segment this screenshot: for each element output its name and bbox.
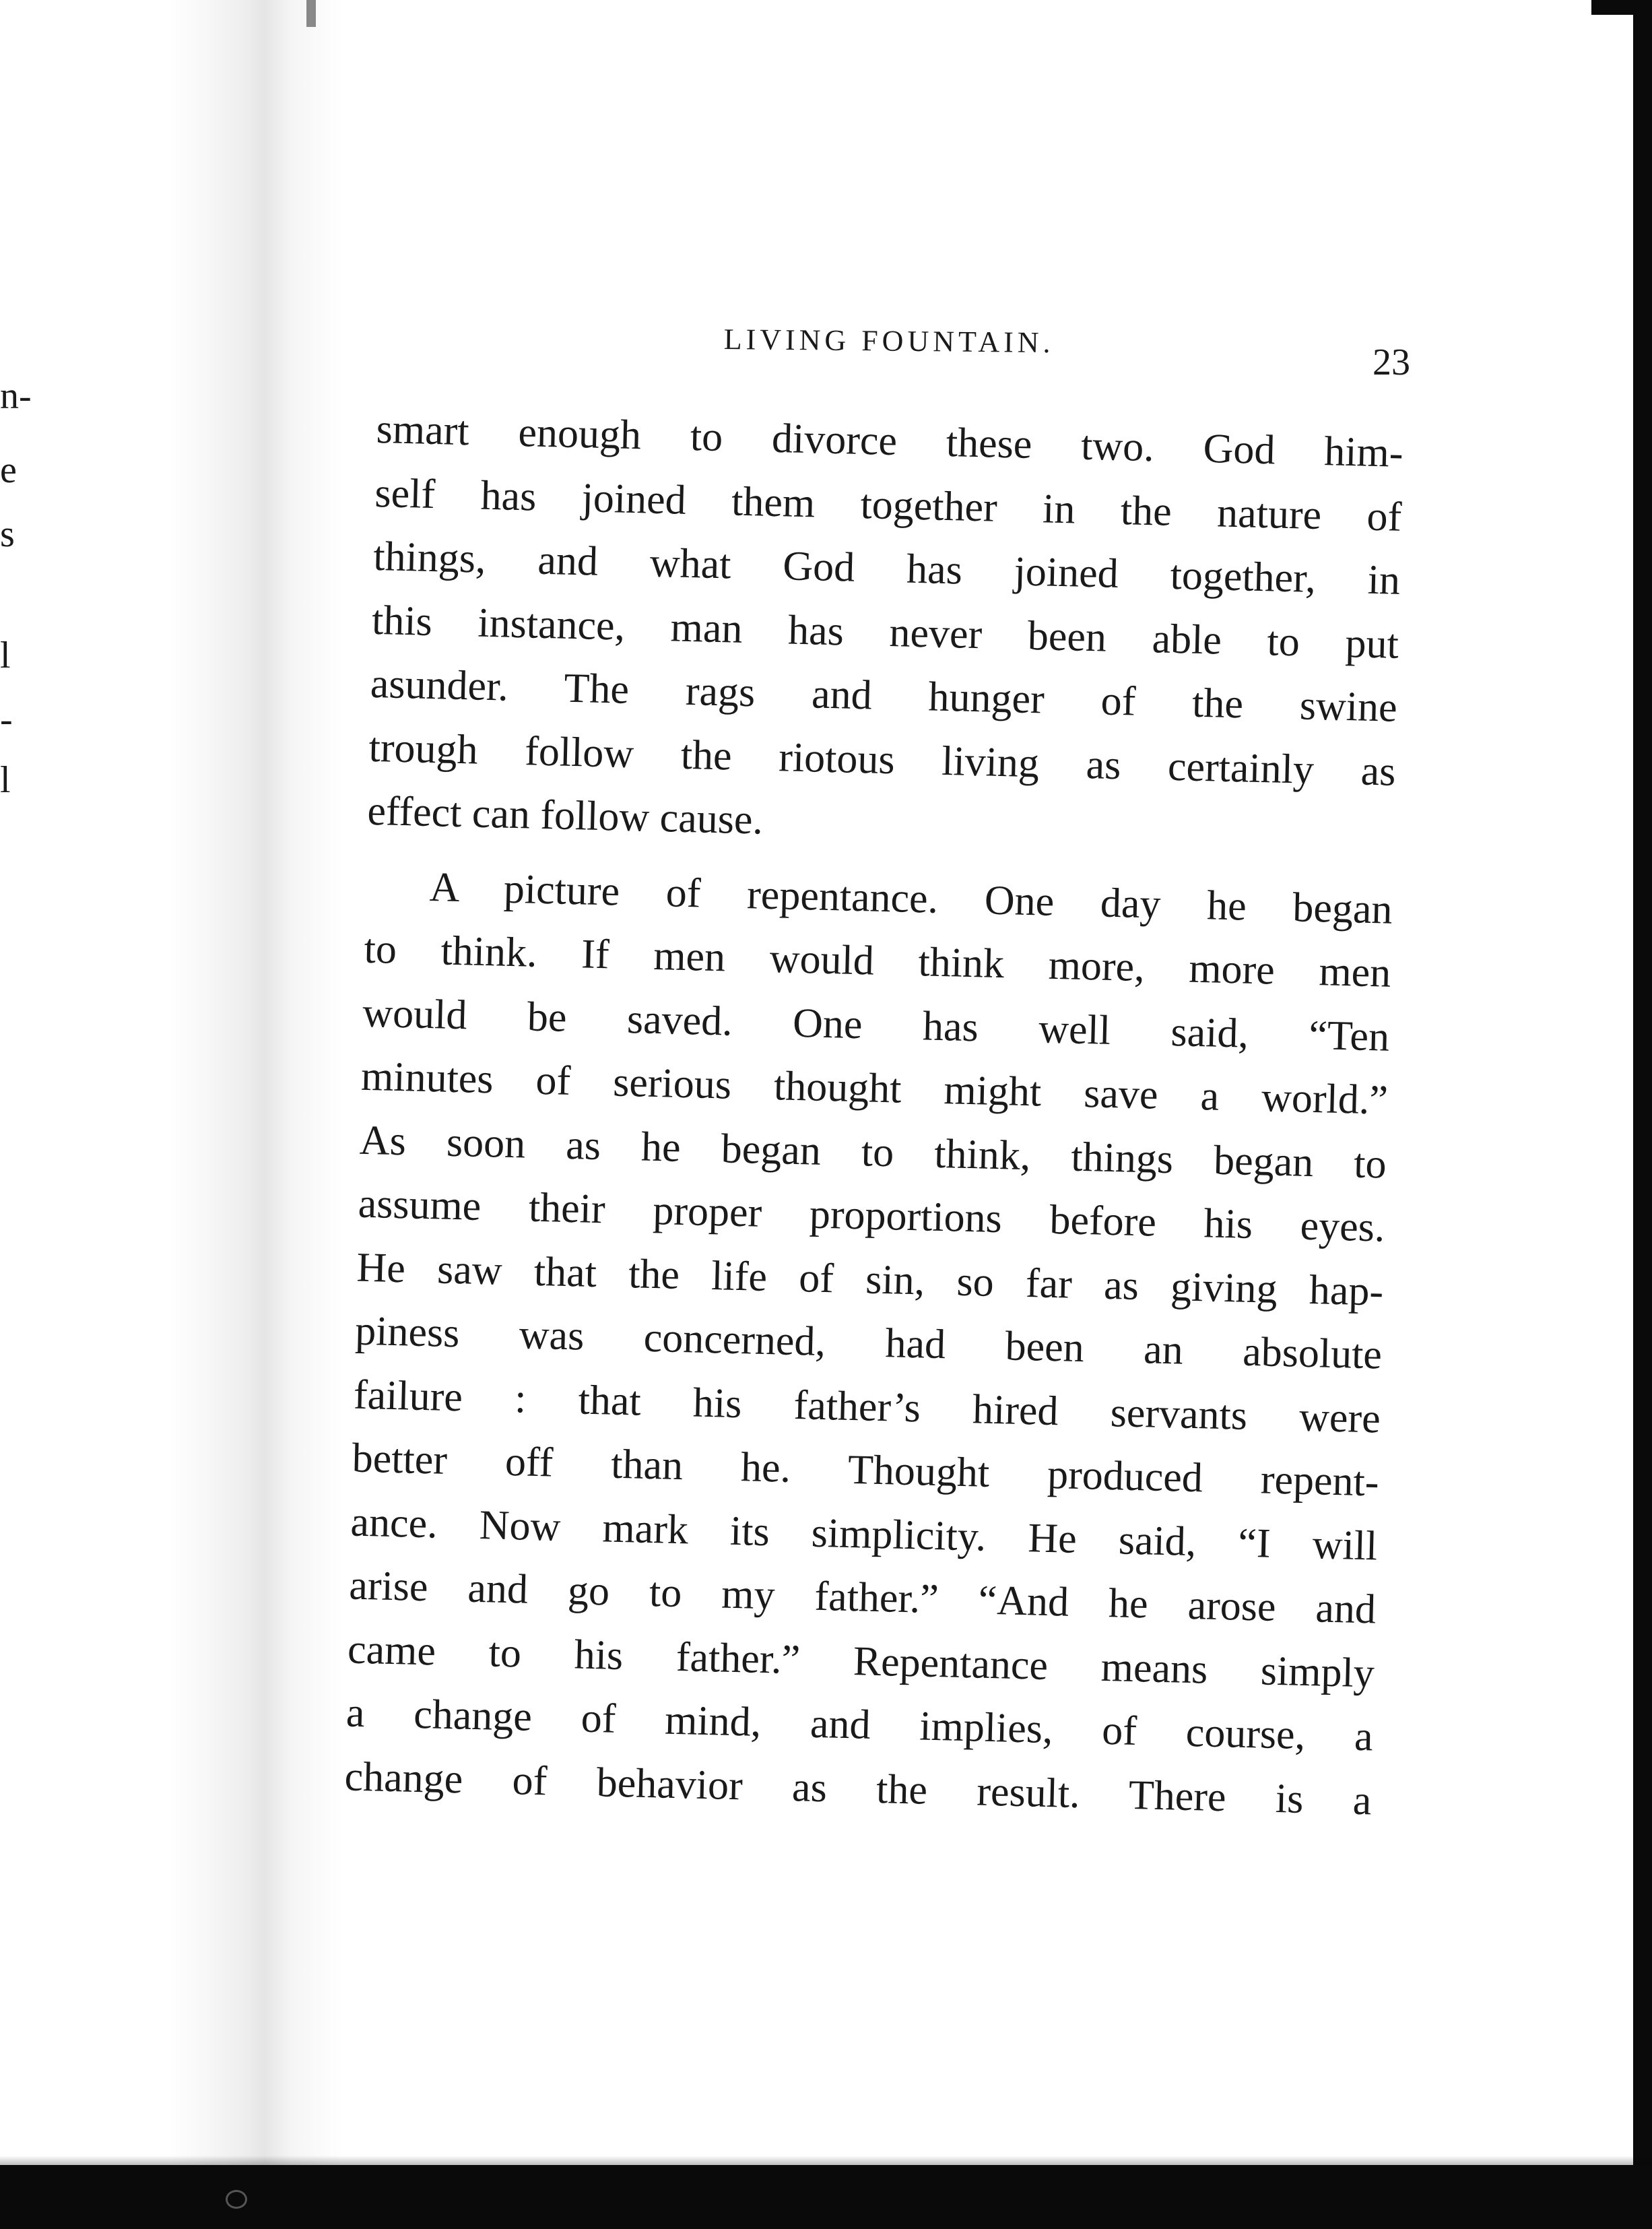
text-line: better off than he. Thought produced repent-	[352, 1435, 1380, 1506]
facing-fragment: n-	[0, 375, 32, 417]
binding-gutter-shadow	[168, 0, 343, 2229]
text-line: failure : that his father’s hired servants were	[353, 1371, 1381, 1442]
text-line: would be saved. One has well said, “Ten	[362, 990, 1390, 1060]
text-line: trough follow the riotous living as certainly as	[368, 724, 1397, 795]
scan-edge-right	[1633, 0, 1652, 2229]
binding-mark	[306, 0, 316, 27]
text-line: He saw that the life of sin, so far as giving hap-	[356, 1244, 1384, 1315]
text-line: a change of mind, and implies, of course, a	[345, 1689, 1374, 1760]
paragraph	[344, 853, 1393, 1832]
text-line: arise and go to my father.” “And he arose and	[348, 1562, 1377, 1633]
scan-blemish	[226, 2190, 247, 2209]
text-line: change of behavior as the result. There is a	[343, 1753, 1373, 1823]
text-line: assume their proper proportions before his eyes.	[357, 1180, 1386, 1251]
body-text	[344, 397, 1404, 1832]
text-line: ance. Now mark its simplicity. He said, “I will	[350, 1499, 1379, 1569]
facing-fragment: l	[0, 635, 11, 676]
facing-fragment: l	[0, 759, 11, 801]
scan-edge-bottom	[0, 2165, 1652, 2229]
text-line: this instance, man has never been able to put	[371, 597, 1399, 668]
text-line: smart enough to divorce these two. God him-	[376, 406, 1404, 476]
scan-edge-shadow	[0, 2156, 1652, 2165]
running-head: LIVING FOUNTAIN.	[723, 322, 1055, 360]
text-line: A picture of repentance. One day he began	[429, 864, 1393, 933]
text-line: minutes of serious thought might save a world.”	[360, 1053, 1389, 1124]
text-line: As soon as he began to think, things began to	[359, 1117, 1387, 1188]
text-line: things, and what God has joined together, in	[372, 533, 1401, 604]
text-line: came to his father.” Repentance means simply	[347, 1625, 1375, 1696]
text-line: self has joined them together in the nature of	[374, 470, 1403, 540]
facing-fragment: e	[0, 449, 17, 491]
facing-fragment: s	[0, 513, 15, 555]
text-line: piness was concerned, had been an absolute	[354, 1307, 1383, 1378]
facing-fragment: -	[0, 699, 13, 740]
text-line: effect can follow cause.	[366, 787, 764, 843]
page-number: 23	[1373, 342, 1410, 383]
paragraph	[366, 397, 1403, 867]
text-line: to think. If men would think more, more men	[363, 926, 1392, 996]
text-line: asunder. The rags and hunger of the swine	[370, 660, 1398, 731]
